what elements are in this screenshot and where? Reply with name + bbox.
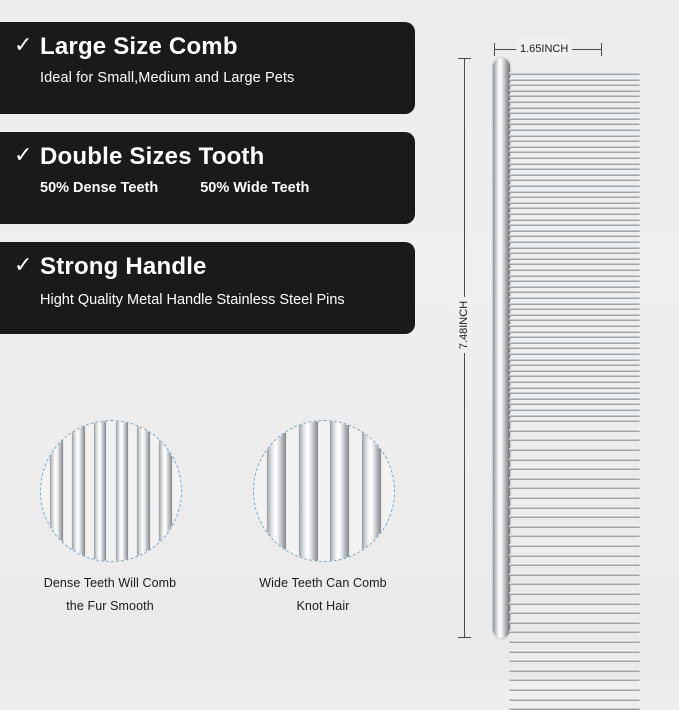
comb-tooth-dense xyxy=(509,234,640,237)
zoom-tooth-dense xyxy=(72,420,85,562)
comb-tooth-dense xyxy=(509,346,640,349)
feature-card-double-sizes-tooth xyxy=(0,132,415,224)
comb-tooth-dense xyxy=(509,150,640,153)
comb-tooth-dense xyxy=(509,341,640,344)
comb-tooth-dense xyxy=(509,100,640,103)
feature-card-title: Strong Handle xyxy=(40,253,207,280)
comb-tooth-wide xyxy=(509,477,640,480)
comb-tooth-wide xyxy=(509,630,640,633)
comb-tooth-wide xyxy=(509,573,640,576)
zoom-callout-dense-teeth xyxy=(40,420,180,618)
feature-card-title: Large Size Comb xyxy=(40,33,238,60)
comb-tooth-dense xyxy=(509,352,640,355)
comb-tooth-dense xyxy=(509,206,640,209)
comb-tooth-wide xyxy=(509,611,640,614)
feature-card-large-size-comb xyxy=(0,22,415,114)
comb-tooth-dense xyxy=(509,145,640,148)
comb-tooth-wide xyxy=(509,592,640,595)
dimension-height-cap-bottom xyxy=(458,637,471,638)
comb-tooth-dense xyxy=(509,251,640,254)
comb-tooth-dense xyxy=(509,184,640,187)
feature-card-subtitle: Hight Quality Metal Handle Stainless Steel Pins xyxy=(40,292,345,308)
comb-tooth-wide xyxy=(509,438,640,441)
comb-tooth-dense xyxy=(509,162,640,165)
comb-tooth-dense xyxy=(509,318,640,321)
comb-tooth-dense xyxy=(509,285,640,288)
comb-tooth-dense xyxy=(509,190,640,193)
dimension-height-cap-top xyxy=(458,58,471,59)
comb-tooth-dense xyxy=(509,374,640,377)
zoom-caption-dense-line2: the Fur Smooth xyxy=(66,599,154,613)
zoom-tooth-wide xyxy=(362,420,381,562)
dense-teeth-closeup xyxy=(41,421,181,561)
dimension-width xyxy=(494,38,602,60)
comb-tooth-wide xyxy=(509,467,640,470)
comb-tooth-dense xyxy=(509,290,640,293)
comb-tooth-dense xyxy=(509,201,640,204)
comb-tooth-wide xyxy=(509,448,640,451)
comb-tooth-dense xyxy=(509,229,640,232)
comb-tooth-wide xyxy=(509,621,640,624)
comb-tooth-dense xyxy=(509,386,640,389)
comb-tooth-dense xyxy=(509,111,640,114)
comb-tooth-dense xyxy=(509,212,640,215)
zoom-tooth-wide xyxy=(267,420,286,562)
comb-tooth-dense xyxy=(509,89,640,92)
comb-tooth-wide xyxy=(509,534,640,537)
comb-tooth-wide xyxy=(509,698,640,701)
zoom-caption-wide-line2: Knot Hair xyxy=(296,599,350,613)
wide-teeth-closeup xyxy=(254,421,394,561)
comb-tooth-wide xyxy=(509,496,640,499)
comb-tooth-dense xyxy=(509,106,640,109)
comb-tooth-dense xyxy=(509,313,640,316)
comb-tooth-dense xyxy=(509,134,640,137)
comb-tooth-dense xyxy=(509,122,640,125)
comb-tooth-wide xyxy=(509,669,640,672)
comb-tooth-dense xyxy=(509,307,640,310)
check-icon: ✓ xyxy=(14,32,33,57)
dimension-width-label: 1.65INCH xyxy=(516,38,572,60)
comb-tooth-dense xyxy=(509,139,640,142)
zoom-circle-wide xyxy=(253,420,395,562)
dimension-width-cap-left xyxy=(494,43,495,56)
comb-tooth-dense xyxy=(509,240,640,243)
comb-tooth-dense xyxy=(509,246,640,249)
zoom-tooth-dense xyxy=(159,420,172,562)
comb-tooth-dense xyxy=(509,178,640,181)
comb-tooth-wide xyxy=(509,544,640,547)
comb-tooth-dense xyxy=(509,83,640,86)
comb-tooth-dense xyxy=(509,402,640,405)
comb-tooth-dense xyxy=(509,78,640,81)
comb-tooth-dense xyxy=(509,257,640,260)
comb-tooth-dense xyxy=(509,223,640,226)
comb-tooth-dense xyxy=(509,397,640,400)
zoom-tooth-wide xyxy=(299,420,318,562)
comb-tooth-dense xyxy=(509,156,640,159)
zoom-caption-wide-line1: Wide Teeth Can Comb xyxy=(259,576,387,590)
dimension-width-cap-right xyxy=(601,43,602,56)
comb-tooth-dense xyxy=(509,117,640,120)
comb-tooth-dense xyxy=(509,262,640,265)
comb-tooth-wide xyxy=(509,640,640,643)
comb-tooth-wide xyxy=(509,602,640,605)
zoom-tooth-dense xyxy=(137,420,150,562)
feature-card-subtitle-row xyxy=(40,180,401,196)
comb-tooth-dense xyxy=(509,330,640,333)
comb-tooth-dense xyxy=(509,363,640,366)
zoom-tooth-dense xyxy=(94,420,107,562)
comb-tooth-dense xyxy=(509,195,640,198)
zoom-callout-list xyxy=(0,420,430,650)
comb-tooth-dense xyxy=(509,414,640,417)
comb-tooth-wide xyxy=(509,486,640,489)
comb-tooth-dense xyxy=(509,167,640,170)
zoom-tooth-dense xyxy=(50,420,63,562)
feature-card-title: Double Sizes Tooth xyxy=(40,143,265,170)
zoom-callout-wide-teeth xyxy=(253,420,393,618)
comb-tooth-wide xyxy=(509,419,640,422)
feature-card-heading-row xyxy=(14,142,401,172)
comb-tooth-wide xyxy=(509,659,640,662)
comb-tooth-wide xyxy=(509,525,640,528)
zoom-caption-dense-line1: Dense Teeth Will Comb xyxy=(43,576,177,590)
comb-tooth-wide xyxy=(509,582,640,585)
comb-tooth-wide xyxy=(509,515,640,518)
comb-handle-spine xyxy=(493,58,510,638)
check-icon: ✓ xyxy=(14,252,33,277)
zoom-tooth-dense xyxy=(116,420,129,562)
comb-tooth-dense xyxy=(509,302,640,305)
comb-tooth-wide xyxy=(509,688,640,691)
comb-tooth-dense xyxy=(509,358,640,361)
feature-card-subtitle: Ideal for Small,Medium and Large Pets xyxy=(40,70,295,86)
check-icon: ✓ xyxy=(14,142,33,167)
comb-body xyxy=(493,58,643,638)
comb-tooth-dense xyxy=(509,128,640,131)
comb-tooth-wide xyxy=(509,563,640,566)
comb-tooth-dense xyxy=(509,380,640,383)
comb-tooth-dense xyxy=(509,369,640,372)
dimension-height xyxy=(452,58,476,638)
zoom-circle-dense xyxy=(40,420,182,562)
comb-tooth-dense xyxy=(509,274,640,277)
dimension-height-label: 7.48INCH xyxy=(455,297,473,353)
feature-card-list xyxy=(0,22,415,352)
zoom-tooth-wide xyxy=(330,420,349,562)
feature-card-strong-handle xyxy=(0,242,415,334)
comb-tooth-wide xyxy=(509,506,640,509)
dense-teeth-percent-label: 50% Dense Teeth xyxy=(40,180,159,196)
comb-tooth-wide xyxy=(509,458,640,461)
feature-card-heading-row xyxy=(14,252,401,282)
comb-tooth-dense xyxy=(509,296,640,299)
comb-tooth-dense xyxy=(509,72,640,75)
comb-tooth-dense xyxy=(509,218,640,221)
comb-tooth-dense xyxy=(509,173,640,176)
comb-tooth-dense xyxy=(509,391,640,394)
comb-tooth-dense xyxy=(509,268,640,271)
comb-tooth-wide xyxy=(509,650,640,653)
comb-tooth-dense xyxy=(509,324,640,327)
wide-teeth-percent-label: 50% Wide Teeth xyxy=(200,180,310,196)
comb-tooth-dense xyxy=(509,335,640,338)
feature-card-heading-row xyxy=(14,32,401,62)
comb-tooth-dense xyxy=(509,94,640,97)
comb-tooth-wide xyxy=(509,554,640,557)
comb-tooth-dense xyxy=(509,279,640,282)
comb-tooth-wide xyxy=(509,429,640,432)
comb-tooth-dense xyxy=(509,408,640,411)
